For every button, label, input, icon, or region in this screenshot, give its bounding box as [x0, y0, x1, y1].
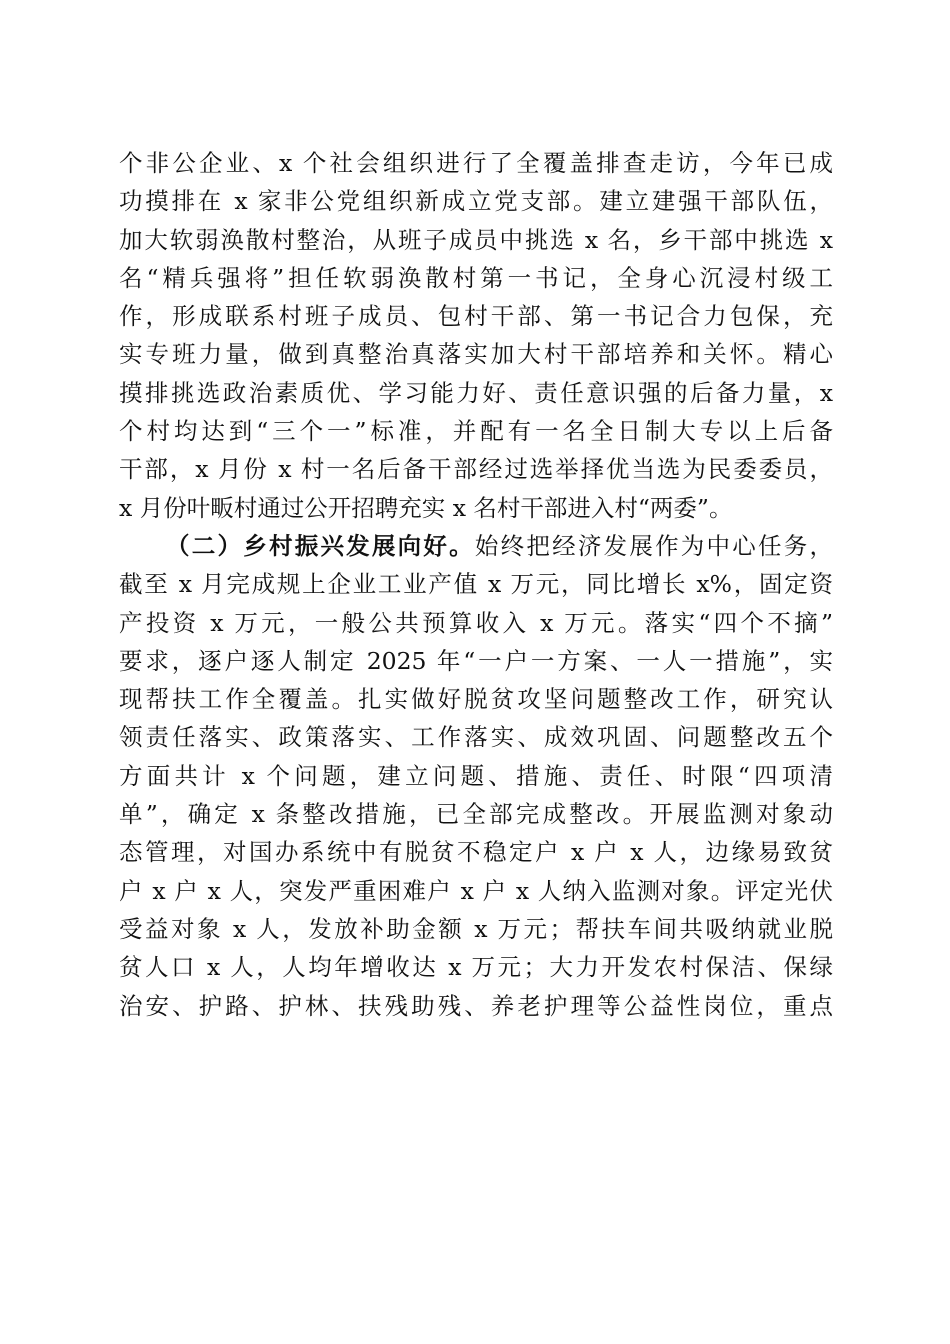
text-line: 户 x 户 x 人，突发严重困难户 x 户 x 人纳入监测对象。评定光伏: [119, 876, 833, 905]
text-line: 现帮扶工作全覆盖。扎实做好脱贫攻坚问题整改工作，研究认: [119, 685, 833, 714]
paragraph-last-line: x 月份叶畈村通过公开招聘充实 x 名村干部进入村“两委”。: [119, 493, 733, 522]
text-line: 单”，确定 x 条整改措施，已全部完成整改。开展监测对象动: [119, 800, 833, 829]
text-line: 要求，逐户逐人制定 2025 年“一户一方案、一人一措施”，实: [119, 646, 833, 675]
text-line: 名“精兵强将”担任软弱涣散村第一书记，全身心沉浸村级工: [119, 263, 833, 292]
text-line: 个非公企业、x 个社会组织进行了全覆盖排查走访，今年已成: [119, 149, 833, 177]
text-line: 摸排挑选政治素质优、学习能力好、责任意识强的后备力量，x: [119, 378, 833, 407]
text-line: 功摸排在 x 家非公党组织新成立党支部。建立建强干部队伍，: [119, 187, 833, 216]
text-line: 方面共计 x 个问题，建立问题、措施、责任、时限“四项清: [119, 761, 833, 790]
section-2-heading: （二）乡村振兴发展向好。: [166, 531, 475, 560]
text-line: 实专班力量，做到真整治真落实加大村干部培养和关怀。精心: [119, 340, 833, 369]
text-line: 作，形成联系村班子成员、包村干部、第一书记合力包保，充: [119, 302, 833, 331]
text-line: 加大软弱涣散村整治，从班子成员中挑选 x 名，乡干部中挑选 x: [119, 225, 833, 254]
section-2-first-line-text: 始终把经济发展作为中心任务，: [474, 531, 834, 560]
text-line: 个村均达到“三个一”标准，并配有一名全日制大专以上后备: [119, 417, 833, 446]
text-line: 贫人口 x 人，人均年增收达 x 万元；大力开发农村保洁、保绿: [119, 953, 833, 982]
text-line: 治安、护路、护林、扶残助残、养老护理等公益性岗位，重点: [119, 991, 833, 1020]
text-line: 受益对象 x 人，发放补助金额 x 万元；帮扶车间共吸纳就业脱: [119, 914, 833, 943]
body-text: [119, 144, 833, 1025]
text-line: 干部，x 月份 x 村一名后备干部经过选举择优当选为民委委员，: [119, 455, 833, 484]
text-line: 产投资 x 万元，一般公共预算收入 x 万元。落实“四个不摘”: [119, 608, 833, 637]
text-line: 态管理，对国办系统中有脱贫不稳定户 x 户 x 人，边缘易致贫: [119, 838, 833, 867]
section-2-first-line: [119, 527, 833, 565]
text-line: 领责任落实、政策落实、工作落实、成效巩固、问题整改五个: [119, 723, 833, 752]
text-line: 截至 x 月完成规上企业工业产值 x 万元，同比增长 x%，固定资: [119, 570, 833, 599]
